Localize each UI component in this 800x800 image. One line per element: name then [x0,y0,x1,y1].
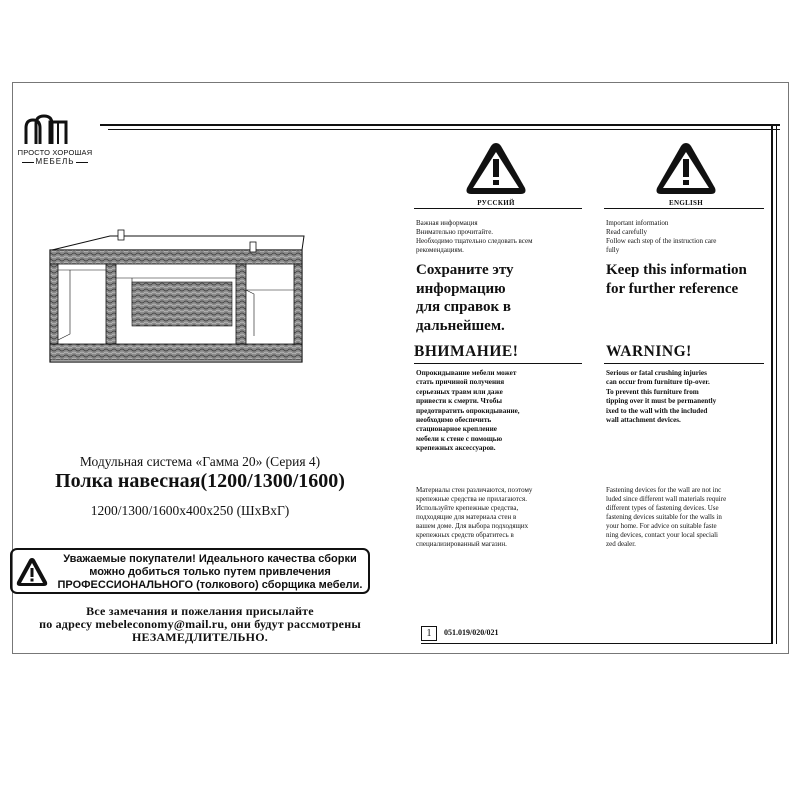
page-number: 1 [421,626,437,641]
en-warning-title: WARNING! [606,343,692,360]
ru-keep-line: информацию [416,280,506,297]
logo-line1: ПРОСТО ХОРОШАЯ [17,148,93,157]
warning-icon [15,556,49,588]
notice-line2: можно добиться только путем привлечения [89,565,331,578]
section-rule [604,363,764,364]
ru-fastening-text [416,486,596,549]
ru-warning-line: стать причиной получения [416,378,505,387]
bottom-rule [421,643,773,644]
en-fastening-line: your home. For advice on suitable faste [606,522,717,530]
product-series: Модульная система «Гамма 20» (Серия 4) [79,454,321,469]
top-rule [100,124,780,126]
section-rule [414,208,582,209]
product-title: Полка навесная(1200/1300/1600) [55,470,345,492]
section-rule [604,208,764,209]
ru-warning-line: необходимо обеспечить [416,416,492,425]
logo-divider [76,162,88,163]
en-important-line: Read carefully [606,228,648,236]
en-warning-line: To prevent this furniture from [606,387,699,396]
en-warning-text [606,369,770,425]
notice-line1: Уважаемые покупатели! Идеального качества сборки [63,553,357,565]
ru-fastening-line: Материалы стен различаются, поэтому [416,486,533,494]
en-warning-line: wall attachment devices. [606,416,681,425]
notice-line3: ПРОФЕССИОНАЛЬНОГО (толкового) сборщика мебели. [57,578,363,591]
assembly-notice-text [52,553,368,591]
contact-text [10,605,390,644]
product-dimensions: 1200/1300/1600х400х250 (ШхВхГ) [90,503,290,518]
en-keep-line: for further reference [606,280,739,297]
ru-warning-line: серьезных травм или даже [416,387,503,396]
ru-important-line: рекомендациям. [416,246,464,254]
ru-warning-line: стационарное крепление [416,425,497,434]
ru-fastening-line: Используйте крепежные средства, [416,504,519,512]
ru-fastening-line: вашем доме. Для выбора подходящих [416,522,529,530]
ru-keep-line: для справок в [416,299,512,315]
warning-icon [654,141,718,197]
ru-keep-line: дальнейшем. [416,317,505,334]
en-warning-line: Serious or fatal crushing injuries [606,369,707,377]
language-label-english: ENGLISH [669,199,703,207]
en-keep-line: Keep this information [606,262,747,278]
section-rule [414,363,582,364]
contact-line1: Все замечания и пожелания присылайте [86,604,314,618]
ru-warning-line: мебели к стене с помощью [416,434,503,443]
ru-important-line: Внимательно прочитайте. [416,228,494,236]
right-rule [771,124,773,644]
ru-important-line: Необходимо тщательно следовать всем [416,237,533,245]
ru-fastening-line: крепежные средства не прилагаются. [416,495,527,503]
ru-warning-line: крепежных аксессуаров. [416,444,496,453]
logo-divider [22,162,34,163]
ru-warning-title: ВНИМАНИЕ! [414,343,519,360]
warning-icon [464,141,528,197]
company-logo-icon [20,114,76,148]
ru-important-line: Важная информация [416,219,478,227]
logo-line2: МЕБЕЛЬ [35,157,75,166]
ru-fastening-line: специализированный магазин. [416,540,507,548]
en-fastening-line: zed dealer. [606,540,636,548]
en-important-line: Follow each step of the instruction care [606,237,717,245]
right-rule-thin [776,124,777,644]
ru-keep-info [416,261,596,335]
en-warning-line: ixed to the wall with the included [606,406,708,415]
ru-warning-text [416,369,596,454]
en-fastening-line: luded since different wall materials require [606,495,727,503]
top-rule-thin [108,129,780,130]
document-code: 051.019/020/021 [444,628,499,637]
en-important-line: fully [606,246,620,254]
en-fastening-line: ning devices, contact your local speciali [606,531,718,539]
en-keep-info [606,261,774,298]
ru-warning-line: предотвратить опрокидывание, [416,406,520,415]
ru-fastening-line: крепежных средств обратитесь в [416,531,514,539]
en-fastening-line: fastening devices suitable for the walls in [606,513,722,521]
en-fastening-line: Fastening devices for the wall are not inc [606,486,722,494]
language-label-russian: РУССКИЙ [477,199,515,207]
en-important-info [606,219,766,255]
contact-line2: по адресу mebeleconomy@mail.ru, они будут рассмотрены [39,617,361,631]
ru-important-info [416,219,596,255]
ru-warning-line: Опрокидывание мебели может [416,369,517,377]
contact-line3: НЕЗАМЕДЛИТЕЛЬНО. [132,630,268,644]
shelf-illustration [40,228,320,364]
ru-fastening-line: подходящие для материала стен в [416,513,517,521]
en-fastening-text [606,486,770,549]
en-warning-line: can occur from furniture tip-over. [606,378,710,387]
ru-warning-line: привести к смерти. Чтобы [416,397,502,406]
en-important-line: Important information [606,219,669,227]
en-fastening-line: different types of fastening devices. Use [606,504,719,512]
en-warning-line: tipping over it must be permanently [606,397,717,406]
ru-keep-line: Сохраните эту [416,262,514,278]
